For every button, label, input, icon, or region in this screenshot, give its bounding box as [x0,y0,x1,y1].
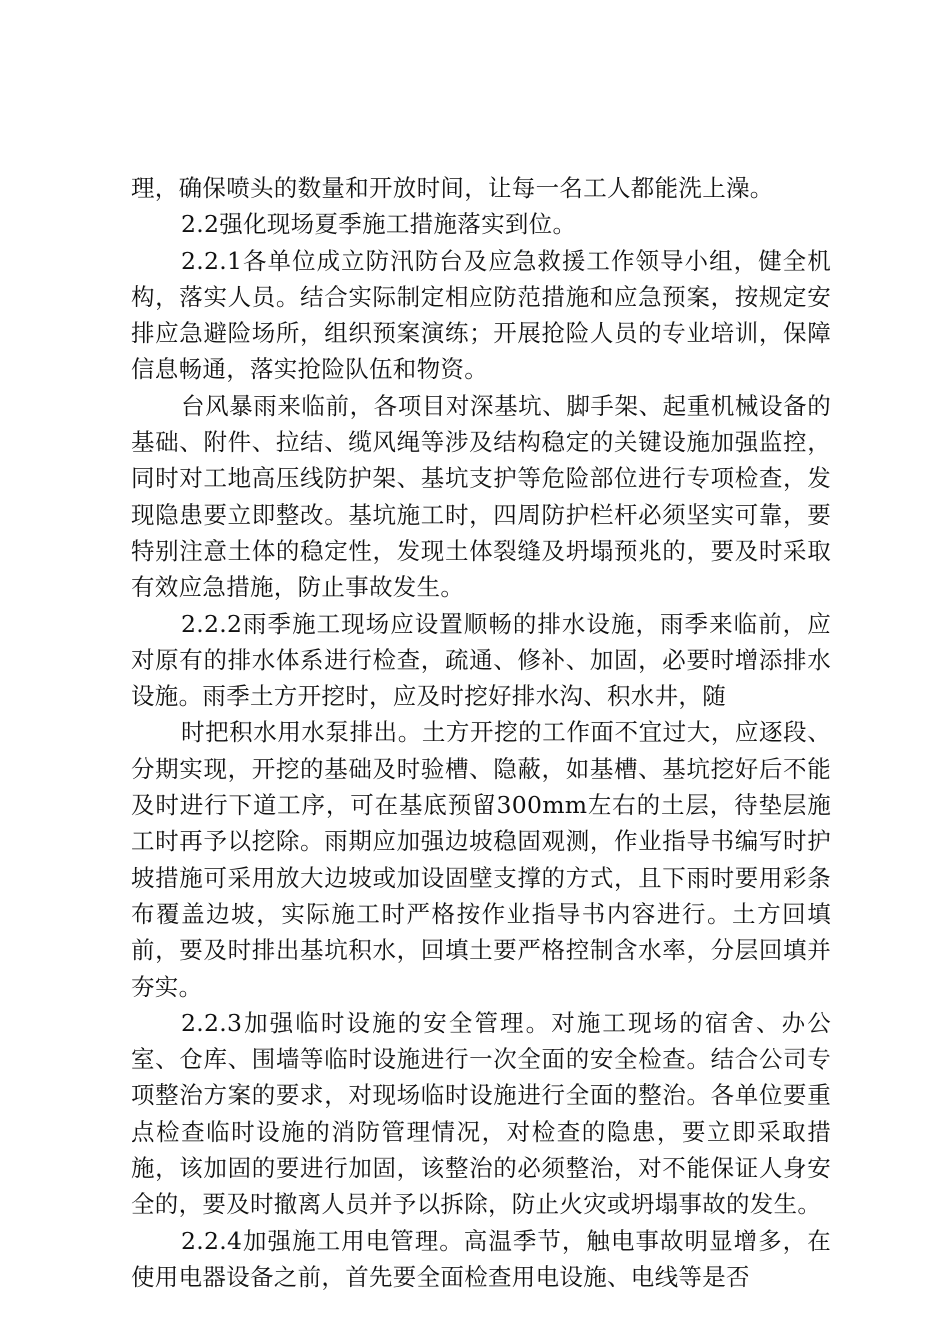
paragraph-2-2-2: 2.2.2雨季施工现场应设置顺畅的排水设施，雨季来临前，应对原有的排水体系进行检查，疏通、修补、加固，必要时增添排水设施。雨季土方开挖时，应及时挖好排水沟、积水井，随 [131,609,831,711]
paragraph-2-2-4: 2.2.4加强施工用电管理。高温季节，触电事故明显增多，在使用电器设备之前，首先要全面检查用电设施、电线等是否 [131,1226,831,1291]
paragraph-2-2-3: 2.2.3加强临时设施的安全管理。对施工现场的宿舍、办公室、仓库、围墙等临时设施进行一次全面的安全检查。结合公司专项整治方案的要求，对现场临时设施进行全面的整治。各单位要重点检查临时设施的消防管理情况，对检查的隐患，要立即采取措施，该加固的要进行加固，该整治的必须整治，对不能保证人身安全的，要及时撤离人员并予以拆除，防止火灾或坍塌事故的发生。 [131,1008,831,1219]
paragraph-typhoon: 台风暴雨来临前，各项目对深基坑、脚手架、起重机械设备的基础、附件、拉结、缆风绳等涉及结构稳定的关键设施加强监控，同时对工地高压线防护架、基坑支护等危险部位进行专项检查，发现隐患要立即整改。基坑施工时，四周防护栏杆必须坚实可靠，要特别注意土体的稳定性，发现土体裂缝及坍塌预兆的，要及时采取有效应急措施，防止事故发生。 [131,391,831,602]
paragraph-earthwork: 时把积水用水泵排出。土方开挖的工作面不宜过大，应逐段、分期实现，开挖的基础及时验槽、隐蔽，如基槽、基坑挖好后不能及时进行下道工序，可在基底预留300mm左右的土层，待垫层施工时再予以挖除。雨期应加强边坡稳固观测，作业指导书编写时护坡措施可采用放大边坡或加设固壁支撑的方式，且下雨时要用彩条布覆盖边坡，实际施工时严格按作业指导书内容进行。土方回填前，要及时排出基坑积水，回填土要严格控制含水率，分层回填并夯实。 [131,718,831,1001]
paragraph-continuation: 理，确保喷头的数量和开放时间，让每一名工人都能洗上澡。 [131,174,774,202]
section-heading-2-2: 2.2强化现场夏季施工措施落实到位。 [181,210,577,239]
paragraph-2-2-1: 2.2.1各单位成立防汛防台及应急救援工作领导小组，健全机构，落实人员。结合实际制定相应防范措施和应急预案，按规定安排应急避险场所，组织预案演练；开展抢险人员的专业培训，保障信息畅通，落实抢险队伍和物资。 [131,246,831,384]
document-page [131,170,831,1295]
